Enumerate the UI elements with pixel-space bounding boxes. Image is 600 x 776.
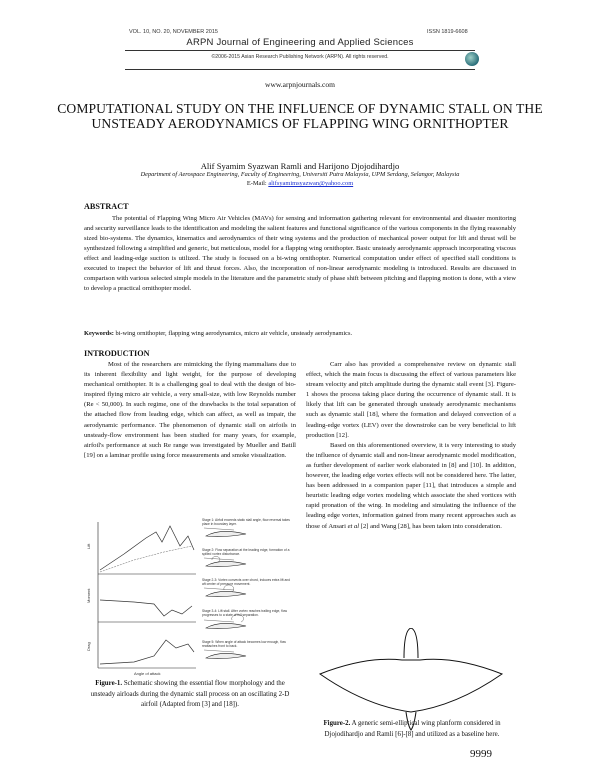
journal-name: ARPN Journal of Engineering and Applied Sciences xyxy=(186,37,414,48)
page-number: 9999 xyxy=(470,748,492,760)
abstract-text: The potential of Flapping Wing Micro Air Vehicles (MAVs) for sensing and information gathering relevant for environmental and disaster monitoring and security surveillance leads to the identification and modeling the salient features and functional significance of the various components in the flying reasonably sized bio-systems. The dynamics, kinematics and aerodynamics of their wing systems and the production of mechanical power output for lift and thrust will be synthesized following a simplified and generic, but meticulous, model for a flapping wing ornithopter. Basic unsteady aerodynamic approach incorporating viscous effect and leading-edge suction is utilized. The study is focused on a bi-wing ornithopter. Numerical computation under effect of specified stall conditions is executed to inspect the behavior of lift and thrust forces. Also, the incorporation of non-linear aerodynamic modeling is introduced. Results are discussed in comparison with various selected simple models in the literature and the parametric study of phase shift between pitching and flapping motion is done, with a view to develop a practical ornithopter model. xyxy=(84,215,516,293)
intro-paragraph-3-part-b: [2] and Wang [28], has been taken into consideration. xyxy=(359,522,502,530)
intro-paragraph-3 xyxy=(306,441,516,532)
figure-1-stage-4: Stage 3-4: Lift stall. After vortex reaches trailing edge, flow progresses to a state of full separation. xyxy=(202,609,288,617)
figure-1 xyxy=(84,516,296,676)
figure-2 xyxy=(306,628,516,764)
figure-2-label: Figure-2. xyxy=(323,720,351,727)
figure-1-label: Figure-1. xyxy=(95,680,123,687)
intro-paragraph-3-etal: et al xyxy=(347,522,360,530)
paper-authors: Alif Syamim Syazwan Ramli and Harijono Djojodihardjo xyxy=(200,161,400,171)
header-rule xyxy=(125,50,475,51)
keywords xyxy=(84,330,516,337)
figure-1-caption xyxy=(84,679,296,711)
intro-paragraph-1: Most of the researchers are mimicking the flying mammalians due to its inherent flexibility and light weight, for the purpose of developing mechanical ornithopter. It is a challenging goal to deal with the design of bio-inspired flying micro air vehicle, a very small-size, with low Reynolds number (Re < 50,000). In such regime, one of the drawbacks is the total separation of the attached flow from leading edge, which can affect, as well as impair, the aerodynamic performance. The phenomenon of dynamic stall on airfoils in unsteady-flow environment has been studied for many years, for example, airfoil's performance at such Re range was investigated by Mueller and Batill [19] on a laminar profile using force measurements and smoke visualization. xyxy=(84,361,296,459)
figure-1-caption-text: Schematic showing the essential flow morphology and the unsteady airloads during the dynamic stall process on an oscillating 2-D airfoil (Adapted from [3] and [18]). xyxy=(90,680,290,709)
author-email-line xyxy=(0,180,600,187)
email-label: E-Mail: xyxy=(246,180,267,187)
intro-paragraph-3-part-a: Based on this aforementioned overview, it is very interesting to study the influence of dynamic stall and non-linear aerodynamic model modification, as further development of earlier work elaborated in [8] and [10]. In addition, however, the leading edge vortex effects will not be considered here. The latter, has been addressed in a companion paper [11], that introduces a simple and heuristic leading edge vortex modeling which associate the shed vortices with rapid pronation of the wing. In modeling and simulating the influence of the leading edge vortex, information gained from many recent approaches such as those of Ansari xyxy=(306,441,516,530)
figure-1-stage-1: Stage 1: Airfoil exceeds static stall angle, flow reversal takes place in boundary layer. xyxy=(202,518,290,526)
column-left xyxy=(84,360,296,461)
volume-info: VOL. 10, NO. 20, NOVEMBER 2015 xyxy=(129,29,218,35)
keywords-text: bi-wing ornithopter, flapping wing aerodynamics, micro air vehicle, unsteady aerodynamics. xyxy=(115,330,353,337)
svg-text:Drag: Drag xyxy=(86,642,91,651)
column-right xyxy=(306,360,516,532)
intro-heading: INTRODUCTION xyxy=(84,349,150,358)
email-link[interactable]: alifsyamimsyazwan@yahoo.com xyxy=(268,180,354,187)
figure-1-stage-3: Stage 2-3: Vortex convects over chord, induces extra lift and aft center of pressure movement. xyxy=(202,578,290,586)
figure-2-graphic xyxy=(306,628,516,764)
author-affiliation: Department of Aerospace Engineering, Faculty of Engineering, Universiti Putra Malaysia, UPM Serdang, Selangor, Malaysia xyxy=(140,171,460,178)
figure-2-caption-text: A generic semi-elliptical wing planform considered in Djojodihardjo and Ramli [6]-[8] and utilized as a baseline here. xyxy=(324,720,501,738)
arpn-globe-icon xyxy=(465,52,479,66)
journal-website[interactable]: www.arpnjournals.com xyxy=(265,80,335,89)
svg-text:Lift: Lift xyxy=(86,543,91,549)
figure-1-stage-5: Stage 5: When angle of attack becomes low enough, flow reattaches front to back. xyxy=(202,640,286,648)
svg-text:Moment: Moment xyxy=(86,588,91,603)
figure-1-graphic xyxy=(84,516,296,676)
svg-text:Angle of attack: Angle of attack xyxy=(134,671,161,676)
abstract-heading: ABSTRACT xyxy=(84,202,129,211)
header-rule-2 xyxy=(125,69,475,70)
paper-title: COMPUTATIONAL STUDY ON THE INFLUENCE OF DYNAMIC STALL ON THE UNSTEADY AERODYNAMICS OF FLAPPING WING ORNITHOPTER xyxy=(57,101,543,131)
intro-paragraph-2: Carr also has provided a comprehensive review on dynamic stall effect, which the main focus is discussing the effect of various parameters like stream velocity and pitch amplitude during the dynamic stall event [3]. Figure-1 shows the process taking place during the occurrence of dynamic stall. It is likely that lift can be generated through unsteady aerodynamic mechanisms such as dynamic stall [18], where the formation and delayed convection of a leading-edge vortex (LEV) over the downstroke can be very beneficial to lift production [12]. xyxy=(306,361,516,439)
figure-2-caption xyxy=(312,719,512,740)
figure-1-stage-2: Stage 2: Flow separation at the leading edge, formation of a spilled vortex disturbance. xyxy=(202,548,290,556)
copyright-line: ©2006-2015 Asian Research Publishing Network (ARPN). All rights reserved. xyxy=(211,54,389,60)
keywords-label: Keywords: xyxy=(84,330,114,337)
issn: ISSN 1819-6608 xyxy=(427,29,468,35)
